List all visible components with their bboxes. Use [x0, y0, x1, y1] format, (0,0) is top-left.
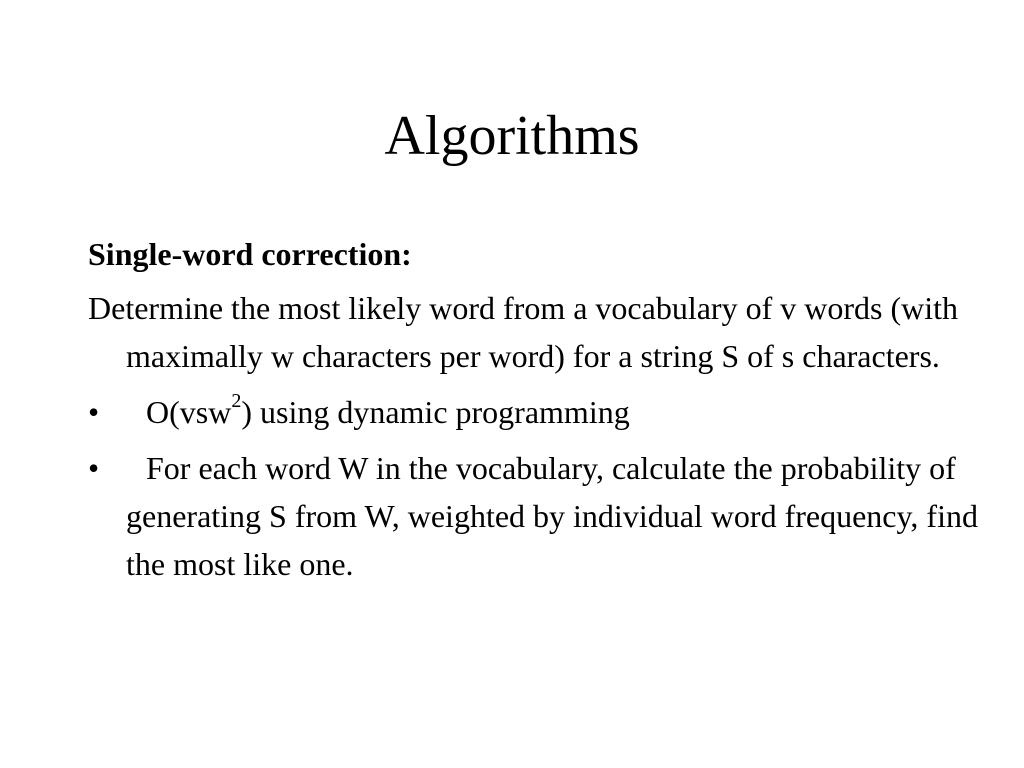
bullet-marker: • — [88, 450, 100, 486]
complexity-prefix: O(vsw — [146, 394, 232, 430]
description-paragraph: Determine the most likely word from a vocabulary of v words (with maximally w characters per word) for a string S of s characters. — [88, 290, 958, 374]
bullet-marker: • — [88, 394, 100, 430]
bullet-complexity-text — [126, 390, 630, 430]
slide-body — [88, 230, 988, 596]
bullet-method-text: For each word W in the vocabulary, calculate the probability of generating S from W, weighted by individual word frequency, find the most like one. — [126, 450, 978, 582]
complexity-suffix: ) — [241, 394, 252, 430]
slide-title: Algorithms — [384, 105, 640, 167]
complexity-exponent: 2 — [231, 390, 242, 413]
bullet-item-complexity — [88, 388, 988, 436]
subheading: Single-word correction: — [88, 236, 412, 272]
complexity-description: using dynamic programming — [251, 394, 630, 430]
bullet-item-method — [88, 444, 988, 588]
